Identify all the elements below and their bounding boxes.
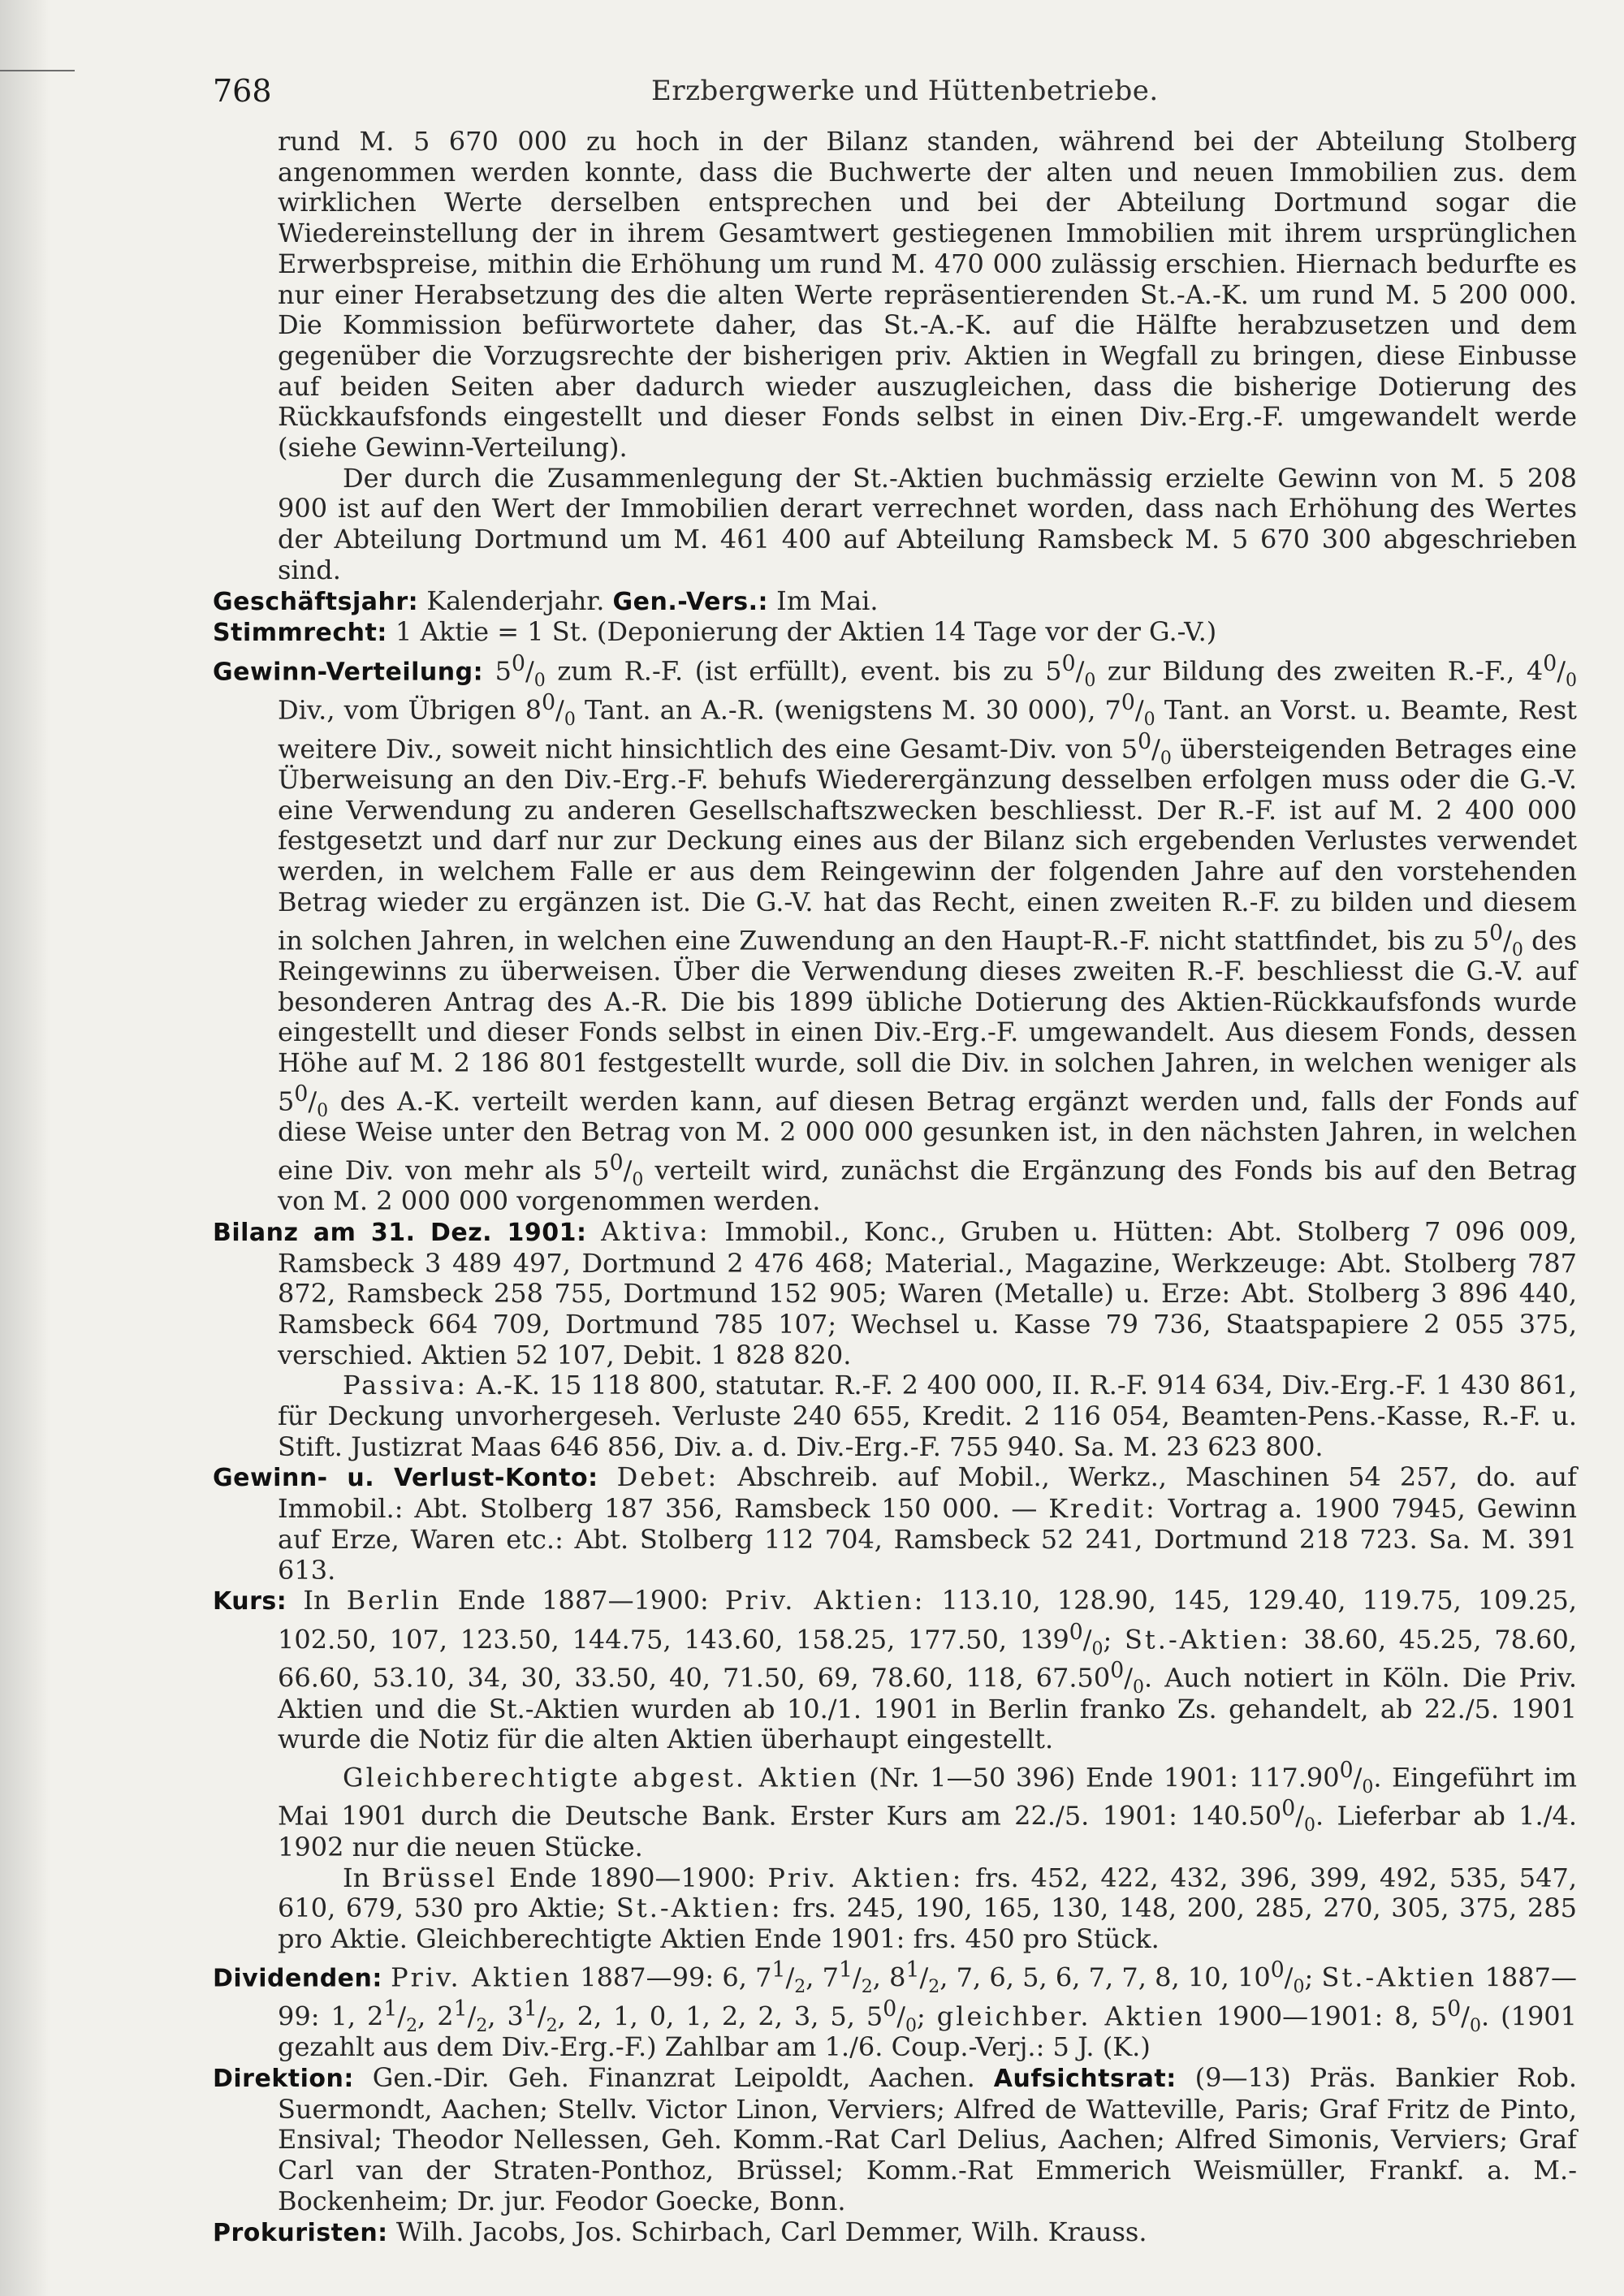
gv-text-10: verteilt wird, zunächst die Ergänzung des Fonds bis auf den Betrag von M. 2 000 000 vorgenommen werden. (278, 1154, 1578, 1217)
kurs-p2-text-2: . Eingeführt im Mai 1901 durch die Deutsche Bank. Erster Kurs am 22./5. 1901: 140.50 (278, 1762, 1578, 1832)
entry-dividenden (213, 1955, 1577, 2063)
fraction-slash: / (785, 1962, 795, 1993)
percent-slash: / (623, 1154, 633, 1186)
percent-sup: 0 (542, 690, 556, 716)
kurs-p3-text-1: In (343, 1862, 382, 1893)
percent-sup: 0 (1110, 1658, 1125, 1684)
percent-slash: / (1557, 655, 1566, 687)
percent-sub: 0 (1304, 1815, 1315, 1836)
percent-sub: 0 (632, 1169, 644, 1190)
kurs-st-aktien: St.-Aktien: (1125, 1624, 1291, 1655)
div-text-5: ; (1304, 1962, 1322, 1993)
gv-text-6: Tant. an Vorst. u. Beamte, Rest weitere Div., soweit nicht hinsichtlich des eine Gesamt-Div. von 5 (278, 694, 1578, 765)
label-bilanz: Bilanz am 31. Dez. 1901: (213, 1218, 587, 1247)
percent-slash: / (1134, 694, 1144, 726)
percent-sub: 0 (1293, 1976, 1305, 1997)
fraction-num: 1 (838, 1957, 853, 1983)
percent-sup: 0 (1270, 1957, 1285, 1983)
intro-paragraph-1: rund M. 5 670 000 zu hoch in der Bilanz standen, während bei der Abteilung Stolberg angenommen werden konnte, dass die Buchwerte der alten und neuen Immobilien zus. dem wirklichen Werte derselben entsprechen und bei der Abteilung Dortmund sogar die Wiedereinstellung der in ihrem Gesamtwert gestiegenen Immobilien mit ihrem ursprünglichen Erwerbspreise, mithin die Erhöhung um rund M. 470 000 zulässig erschien. Hiernach bedurfte es nur einer Herabsetzung des die alten Werte repräsentierenden St.-A.-K. um rund M. 5 200 000. Die Kommission befürwortete daher, das St.-A.-K. auf die Hälfte herabzusetzen und dem gegenüber die Vorzugsrechte der bisherigen priv. Aktien in Wegfall zu bringen, diese Einbusse auf beiden Seiten aber dadurch wieder auszugleichen, dass die bisherige Dotierung des Rückkaufsfonds eingestellt und dieser Fonds selbst in einen Div.-Erg.-F. umgewandelt werde (siehe Gewinn-Verteilung). (278, 126, 1577, 464)
kurs-text-4: ; (1103, 1624, 1125, 1655)
percent-slash: / (896, 2000, 906, 2032)
page-header (213, 75, 1577, 123)
percent-sub: 0 (317, 1100, 329, 1121)
fraction-num: 1 (523, 1996, 538, 2022)
text-debet: Abschreib. auf Mobil., Werkz., Maschinen 54 257, do. auf Immobil.: Abt. Stolberg 187 356, Ramsbeck 150 000. — (278, 1461, 1578, 1525)
div-text-9: , 2, 1, 0, 1, 2, 2, 3, 5, 5 (557, 2000, 883, 2032)
percent-sup: 0 (609, 1150, 624, 1176)
gv-text-8: des Reingewinns zu überweisen. Über die Verwendung dieses zweiten R.-F. beschliesst die G.-V. auf besonderen Antrag des A.-R. Die bis 1899 übliche Dotierung des Aktien-Rückkaufsfonds wurde eingestellt und dieser Fonds selbst in einen Div.-Erg.-F. umgewandelt. Aus diesem Fonds, dessen Höhe auf M. 2 186 801 festgestellt wurde, soll die Div. in solchen Jahren, in welchen weniger als 5 (278, 925, 1578, 1117)
div-text-3: , 8 (872, 1962, 906, 1993)
percent-slash: / (525, 655, 534, 687)
percent-sup: 0 (1447, 1996, 1462, 2022)
gv-text-2: zum R.-F. (ist erfüllt), event. bis zu 5 (545, 655, 1062, 687)
fraction-slash: / (467, 2000, 477, 2032)
gv-text-1: 5 (483, 655, 512, 687)
percent-slash: / (1075, 655, 1085, 687)
kurs-p2-text-1: (Nr. 1—50 396) Ende 1901: 117.90 (858, 1762, 1340, 1793)
div-gleichber-aktien: gleichber. Aktien (936, 2000, 1205, 2032)
div-text-8: , 3 (487, 2000, 524, 2032)
fraction-den: 2 (406, 2016, 418, 2037)
text-prokuristen: Wilh. Jacobs, Jos. Schirbach, Carl Demmer, Wilh. Krauss. (387, 2216, 1147, 2247)
fraction-slash: / (537, 2000, 546, 2032)
fraction-num: 1 (383, 1996, 398, 2022)
kurs-paragraph-3 (213, 1863, 1577, 1955)
kurs-berlin: Berlin (346, 1585, 442, 1616)
gv-text-7: übersteigenden Betrages eine Überweisung an den Div.-Erg.-F. behufs Wiederergänzung desselben erfolgen muss oder die G.-V. eine Verwendung zu anderen Gesellschaftszwecken beschliesst. Der R.-F. ist auf M. 2 400 000 festgesetzt und darf nur zur Deckung eines aus der Bilanz sich ergebenden Verlustes verwendet werden, in welchem Falle er aus dem Reingewinn der folgenden Jahre auf den vorstehenden Betrag wieder zu ergänzen ist. Die G.-V. hat das Recht, einen zweiten R.-F. zu bilden und diesem in solchen Jahren, in welchen eine Zuwendung an den Haupt-R.-F. nicht stattfindet, bis zu 5 (278, 733, 1578, 956)
label-aktiva: Aktiva: (601, 1215, 710, 1247)
kurs-paragraph-2 (213, 1755, 1577, 1862)
percent-sup: 0 (1339, 1758, 1354, 1784)
text-geschaeftsjahr: Kalenderjahr. (418, 585, 613, 616)
percent-sub: 0 (1091, 1639, 1104, 1660)
label-prokuristen: Prokuristen: (213, 2218, 388, 2247)
fraction-num: 1 (771, 1957, 786, 1983)
text-aktiva: Immobil., Konc., Gruben u. Hütten: Abt. Stolberg 7 096 009, Ramsbeck 3 489 497, Dortmund 2 476 468; Material., Magazine, Werkzeuge: Abt. Stolberg 787 872, Ramsbeck 258 755, Dortmund 152 905; Waren (Metalle) u. Erze: Abt. Stolberg 3 896 440, Ramsbeck 664 709, Dortmund 785 107; Wechsel u. Kasse 79 736, Staatspapiere 2 055 375, verschied. Aktien 52 107, Debit. 1 828 820. (278, 1215, 1578, 1370)
fraction-den: 2 (476, 2016, 488, 2037)
fraction-den: 2 (861, 1976, 873, 1997)
kurs-priv-aktien: Priv. Aktien: (724, 1585, 926, 1616)
entry-gewinn-verteilung (213, 649, 1577, 1217)
entry-stimmrecht (213, 617, 1577, 649)
entry-geschaeftsjahr (213, 586, 1577, 618)
div-text-1: 1887—99: 6, 7 (571, 1962, 772, 1993)
percent-slash: / (1461, 2000, 1470, 2032)
label-geschaeftsjahr: Geschäftsjahr: (213, 587, 419, 616)
fraction-slash: / (397, 2000, 407, 2032)
document-body (213, 127, 1577, 2248)
label-gen-vers: Gen.-Vers.: (612, 587, 768, 616)
text-stimmrecht: 1 Aktie = 1 St. (Deponierung der Aktien 14 Tage vor der G.-V.) (387, 616, 1217, 648)
percent-sup: 0 (512, 650, 525, 676)
label-kurs: Kurs: (213, 1587, 287, 1616)
percent-slash: / (308, 1085, 317, 1117)
text-gen-vers: Im Mai. (768, 585, 879, 616)
div-text-12: . (1901 gezahlt aus dem Div.-Erg.-F.) Zahlbar am 1./6. Coup.-Verj.: 5 J. (K.) (278, 2000, 1578, 2063)
kurs-p3-priv-aktien: Priv. Aktien: (767, 1862, 964, 1893)
page-number: 768 (213, 73, 272, 109)
entry-bilanz (213, 1217, 1577, 1371)
entry-kurs (213, 1586, 1577, 1755)
kurs-p3-st-aktien: St.-Aktien: (615, 1892, 783, 1924)
percent-sub: 0 (533, 671, 546, 691)
percent-slash: / (1295, 1801, 1304, 1832)
text-direktion: Gen.-Dir. Geh. Finanzrat Leipoldt, Aachen. (353, 2062, 994, 2094)
kurs-text-1: In (287, 1585, 347, 1616)
text-kredit: Vortrag a. 1900 7945, Gewinn auf Erze, Waren etc.: Abt. Stolberg 112 704, Ramsbeck 52 241, Dortmund 218 723. Sa. M. 391 613. (278, 1493, 1578, 1586)
gv-text-5: Tant. an A.-R. (wenigstens M. 30 000), 7 (575, 694, 1121, 726)
entry-gewinn-verlust-konto (213, 1462, 1577, 1586)
percent-sub: 0 (1133, 1677, 1145, 1698)
text-passiva: A.-K. 15 118 800, statutar. R.-F. 2 400 000, II. R.-F. 914 634, Div.-Erg.-F. 1 430 861, für Deckung unvorhergeseh. Verluste 240 655, Kredit. 2 116 054, Beamten-Pens.-Kasse, R.-F. u. Stift. Justizrat Maas 646 856, Div. a. d. Div.-Erg.-F. 755 940. Sa. M. 23 623 800. (278, 1370, 1577, 1462)
percent-sub: 0 (1084, 671, 1096, 691)
percent-sup: 0 (1543, 650, 1557, 676)
label-aufsichtsrat: Aufsichtsrat: (993, 2065, 1177, 2094)
percent-sub: 0 (1362, 1777, 1374, 1798)
percent-sup: 0 (1121, 690, 1135, 716)
percent-sup: 0 (1061, 650, 1076, 676)
label-gewinn-verlust-konto: Gewinn- u. Verlust-Konto: (213, 1464, 598, 1493)
running-head: Erzbergwerke und Hüttenbetriebe. (651, 75, 1159, 107)
label-direktion: Direktion: (213, 2065, 354, 2094)
kurs-text-3: 113.10, 128.90, 145, 129.40, 119.75, 109.25, 102.50, 107, 123.50, 144.75, 143.60, 158.25, 177.50, 139 (278, 1585, 1578, 1655)
percent-slash: / (1284, 1962, 1294, 1993)
percent-sub: 0 (1160, 748, 1172, 769)
percent-sup: 0 (1281, 1796, 1296, 1822)
scan-edge-mark (0, 70, 75, 71)
percent-sup: 0 (294, 1081, 309, 1107)
fraction-slash: / (919, 1962, 929, 1993)
percent-sup: 0 (1138, 728, 1152, 754)
percent-sub: 0 (1469, 2016, 1481, 2037)
label-passiva: Passiva: (343, 1370, 469, 1401)
kurs-p3-text-3: frs. 452, 422, 432, 396, 399, 492, 535, 547, 610, 679, 530 pro Aktie; (278, 1862, 1578, 1924)
percent-sub: 0 (564, 710, 576, 731)
percent-slash: / (1353, 1762, 1363, 1793)
text-aufsichtsrat: (9—13) Präs. Bankier Rob. Suermondt, Aachen; Stellv. Victor Linon, Verviers; Alfred de Watteville, Paris; Graf Fritz de Pinto, Ensival; Theodor Nellessen, Geh. Komm.-Rat Carl Delius, Aachen; Alfred Simonis, Verviers; Graf Carl van der Straten-Ponthoz, Brüssel; Komm.-Rat Emmerich Weismüller, Frankf. a. M.-Bockenheim; Dr. jur. Feodor Goecke, Bonn. (278, 2062, 1578, 2216)
label-stimmrecht: Stimmrecht: (213, 619, 387, 648)
fraction-den: 2 (546, 2016, 558, 2037)
div-text-4: , 7, 6, 5, 6, 7, 7, 8, 10, 10 (939, 1962, 1271, 1993)
label-dividenden: Dividenden: (213, 1964, 382, 1993)
entry-prokuristen (213, 2217, 1577, 2249)
percent-slash: / (1082, 1624, 1092, 1655)
percent-sup: 0 (1069, 1619, 1083, 1645)
div-text-7: , 2 (417, 2000, 454, 2032)
percent-slash: / (555, 694, 564, 726)
label-kredit: Kredit: (1048, 1493, 1157, 1525)
gv-text-3: zur Bildung des zweiten R.-F., 4 (1095, 655, 1544, 687)
div-st-aktien: St.-Aktien (1321, 1962, 1477, 1993)
kurs-gleichberechtigte: Gleichberechtigte abgest. Aktien (343, 1762, 859, 1793)
percent-slash: / (1151, 733, 1160, 765)
percent-slash: / (1503, 925, 1512, 956)
fraction-den: 2 (928, 1976, 940, 1997)
kurs-p3-text-4: frs. 245, 190, 165, 130, 148, 200, 285, 270, 305, 375, 285 pro Aktie. Gleichberechtigte Aktien Ende 1901: frs. 450 pro Stück. (278, 1892, 1578, 1954)
div-priv-aktien: Priv. Aktien (391, 1962, 572, 1993)
fraction-num: 1 (453, 1996, 468, 2022)
scan-margin-shadow (0, 0, 50, 2296)
fraction-num: 1 (905, 1957, 920, 1983)
percent-sup: 0 (883, 1996, 897, 2022)
label-debet: Debet: (616, 1461, 719, 1493)
gv-text-9: des A.-K. verteilt werden kann, auf diesen Betrag ergänzt werden und, falls der Fonds auf diese Weise unter den Betrag von M. 2 000 000 gesunken ist, in den nächsten Jahren, in welchen eine Div. von mehr als 5 (278, 1085, 1577, 1186)
percent-sub: 0 (1143, 710, 1155, 731)
kurs-text-6: . Auch notiert in Köln. Die Priv. Aktien und die St.-Aktien wurden ab 10./1. 1901 in Berlin franko Zs. gehandelt, ab 22./5. 1901 wurde die Notiz für die alten Aktien überhaupt eingestellt. (278, 1663, 1578, 1755)
percent-sub: 0 (1511, 939, 1523, 960)
div-text-2: , 7 (806, 1962, 839, 1993)
percent-sub: 0 (905, 2016, 918, 2037)
entry-direktion (213, 2063, 1577, 2217)
div-text-6: 1887—99: 1, 2 (278, 1962, 1577, 2032)
fraction-slash: / (852, 1962, 862, 1993)
label-gewinn-verteilung: Gewinn-Verteilung: (213, 658, 484, 687)
entry-bilanz-passiva (213, 1370, 1577, 1462)
gv-text-4: Div., vom Übrigen 8 (278, 694, 542, 726)
percent-slash: / (1124, 1663, 1134, 1694)
document-page (213, 75, 1577, 2267)
kurs-text-5: 38.60, 45.25, 78.60, 66.60, 53.10, 34, 30, 33.50, 40, 71.50, 69, 78.60, 118, 67.50 (278, 1624, 1578, 1694)
kurs-p2-text-3: . Lieferbar ab 1./4. 1902 nur die neuen Stücke. (278, 1801, 1578, 1862)
percent-sup: 0 (1489, 920, 1504, 946)
kurs-text-2: Ende 1887—1900: (441, 1585, 725, 1616)
kurs-bruessel: Brüssel (381, 1862, 498, 1893)
div-text-11: 1900—1901: 8, 5 (1204, 2000, 1448, 2032)
percent-sub: 0 (1566, 671, 1578, 691)
intro-paragraph-2: Der durch die Zusammenlegung der St.-Aktien buchmässig erzielte Gewinn von M. 5 208 900 ist auf den Wert der Immobilien derart verrechnet worden, dass nach Erhöhung des Wertes der Abteilung Dortmund um M. 461 400 auf Abteilung Ramsbeck M. 5 670 300 abgeschrieben sind. (278, 462, 1577, 585)
div-text-10: ; (917, 2000, 937, 2032)
kurs-p3-text-2: Ende 1890—1900: (497, 1862, 768, 1893)
fraction-den: 2 (794, 1976, 806, 1997)
